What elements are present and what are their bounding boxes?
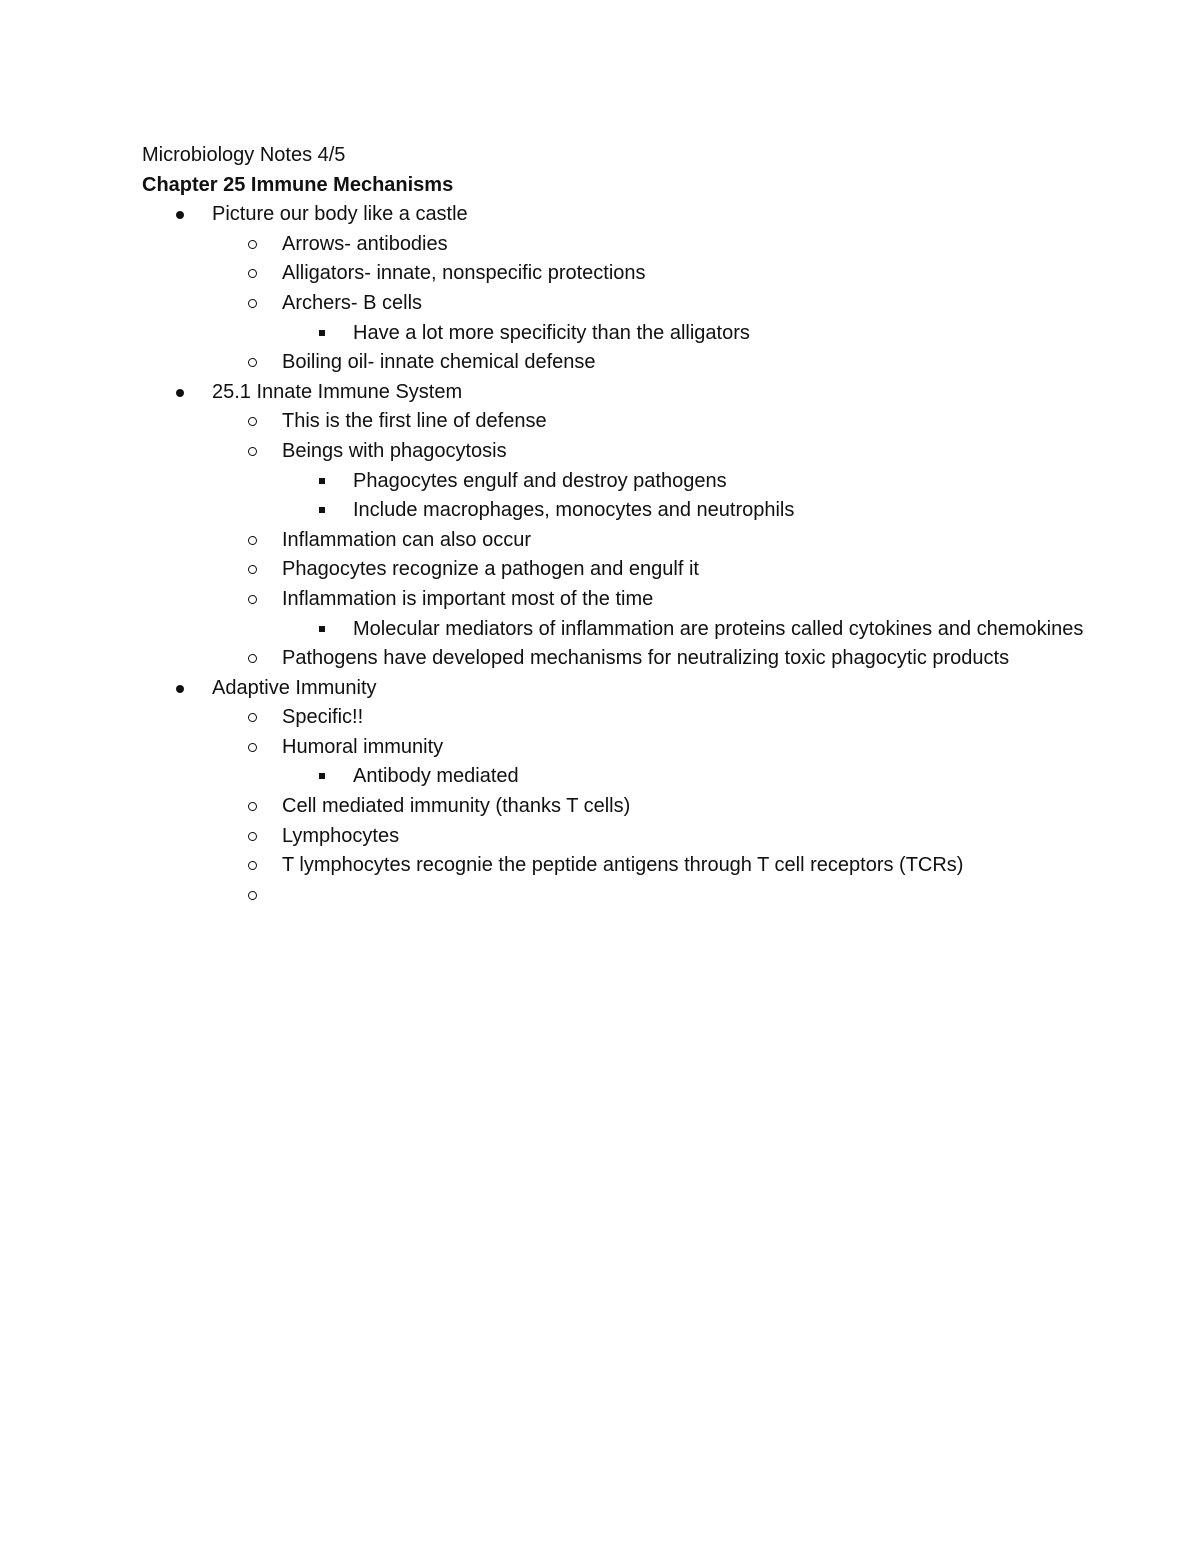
- list-item-text: Beings with phagocytosis: [282, 439, 507, 462]
- list-item-text: Phagocytes recognize a pathogen and engulf it: [282, 558, 699, 581]
- bullet-square-icon: [319, 330, 325, 336]
- bullet-circle-icon: [248, 891, 257, 900]
- list-item: [142, 378, 1102, 408]
- bullet-square-icon: [319, 478, 325, 484]
- bullet-circle-icon: [248, 358, 257, 367]
- bullet-circle-icon: [248, 861, 257, 870]
- bullet-square-icon: [319, 626, 325, 632]
- list-item: [142, 792, 1172, 822]
- list-item: [142, 496, 1200, 526]
- list-item-text: Picture our body like a castle: [212, 203, 468, 226]
- list-item-text: T lymphocytes recognie the peptide antigens through T cell receptors (TCRs): [282, 854, 964, 877]
- bullet-disc-icon: [176, 685, 184, 693]
- bullet-circle-icon: [248, 447, 257, 456]
- bullet-disc-icon: [176, 389, 184, 397]
- list-item-text: Antibody mediated: [353, 765, 519, 788]
- bullet-circle-icon: [248, 269, 257, 278]
- list-item: [142, 200, 1102, 230]
- list-item: [142, 348, 1172, 378]
- list-item: [142, 615, 1200, 645]
- list-item-text: Boiling oil- innate chemical defense: [282, 351, 596, 374]
- bullet-circle-icon: [248, 595, 257, 604]
- notes-outline: [142, 200, 1092, 881]
- bullet-square-icon: [319, 507, 325, 513]
- document-title: Microbiology Notes 4/5: [142, 144, 346, 166]
- bullet-circle-icon: [248, 565, 257, 574]
- bullet-disc-icon: [176, 211, 184, 219]
- list-item-text: This is the first line of defense: [282, 410, 547, 433]
- list-item: [142, 407, 1172, 437]
- list-item: [142, 526, 1172, 556]
- bullet-square-icon: [319, 773, 325, 779]
- list-item-text: Specific!!: [282, 706, 364, 729]
- list-item-text: Archers- B cells: [282, 291, 423, 314]
- list-item-text: Pathogens have developed mechanisms for neutralizing toxic phagocytic products: [282, 647, 1010, 670]
- list-item: [142, 644, 1172, 674]
- list-item: [142, 319, 1200, 349]
- list-item: [142, 259, 1172, 289]
- bullet-circle-icon: [248, 240, 257, 249]
- list-item-text: Alligators- innate, nonspecific protections: [282, 262, 646, 285]
- list-item: [142, 733, 1172, 763]
- chapter-heading: Chapter 25 Immune Mechanisms: [142, 173, 454, 196]
- bullet-circle-icon: [248, 536, 257, 545]
- document-body: [142, 141, 1092, 881]
- list-item: [142, 851, 1172, 881]
- list-item: [142, 822, 1172, 852]
- list-item-text: 25.1 Innate Immune System: [212, 380, 463, 403]
- list-item-text: Adaptive Immunity: [212, 676, 377, 699]
- list-item-text: Include macrophages, monocytes and neutrophils: [353, 499, 795, 522]
- list-item-text: Inflammation is important most of the time: [282, 587, 654, 610]
- list-item: [142, 762, 1200, 792]
- list-item-text: Cell mediated immunity (thanks T cells): [282, 795, 631, 818]
- bullet-circle-icon: [248, 832, 257, 841]
- list-item-text: Molecular mediators of inflammation are proteins called cytokines and chemokines: [353, 617, 1084, 640]
- bullet-circle-icon: [248, 802, 257, 811]
- bullet-circle-icon: [248, 654, 257, 663]
- list-item-text: Phagocytes engulf and destroy pathogens: [353, 469, 727, 492]
- bullet-circle-icon: [248, 743, 257, 752]
- bullet-circle-icon: [248, 417, 257, 426]
- list-item: [142, 467, 1200, 497]
- list-item: [142, 674, 1102, 704]
- list-item-text: Have a lot more specificity than the alligators: [353, 321, 750, 344]
- list-item: [142, 437, 1172, 467]
- list-item-text: Lymphocytes: [282, 824, 400, 847]
- list-item: [142, 585, 1172, 615]
- list-item: [142, 230, 1172, 260]
- bullet-circle-icon: [248, 299, 257, 308]
- list-item: [142, 289, 1172, 319]
- list-item: [142, 703, 1172, 733]
- list-item-text: Humoral immunity: [282, 735, 444, 758]
- bullet-circle-icon: [248, 713, 257, 722]
- list-item-text: Inflammation can also occur: [282, 528, 532, 551]
- list-item: [142, 555, 1172, 585]
- list-item-text: Arrows- antibodies: [282, 232, 448, 255]
